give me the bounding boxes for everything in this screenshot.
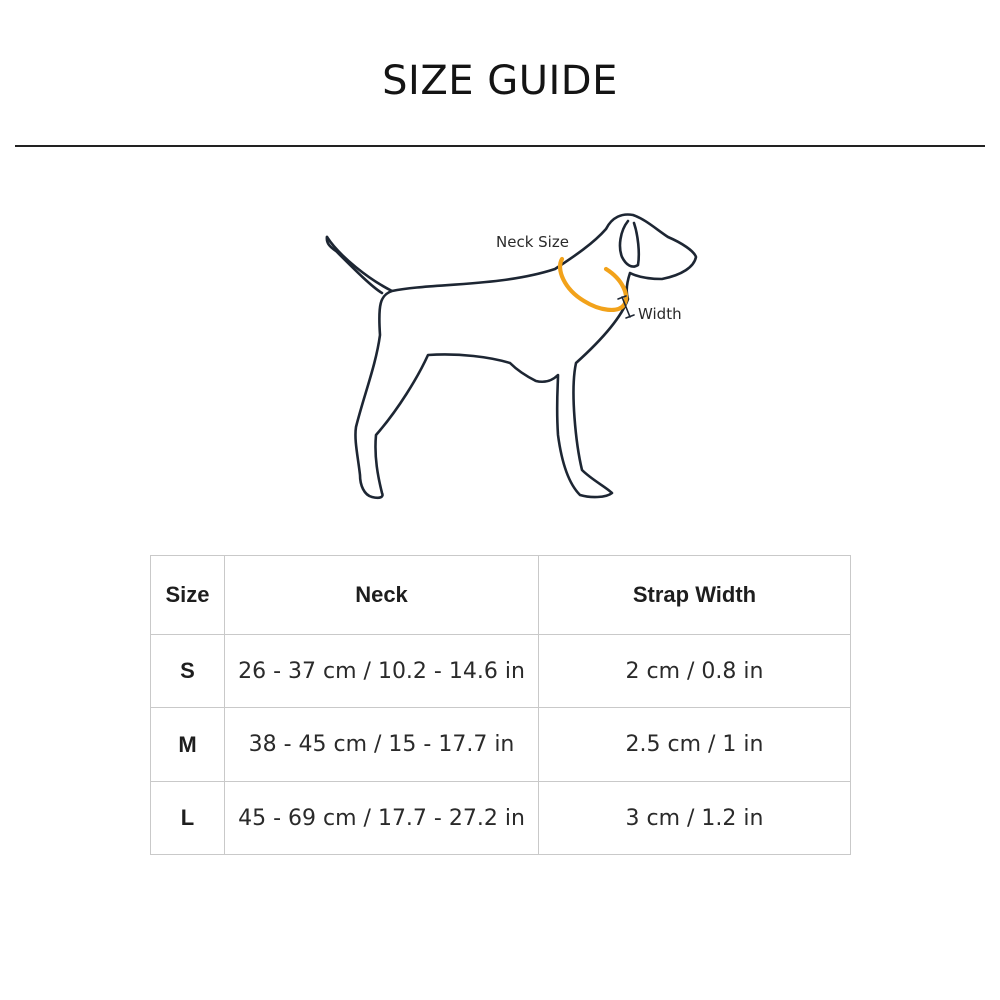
dog-ear <box>620 221 639 267</box>
size-table <box>150 555 851 855</box>
dog-diagram-svg <box>300 195 720 515</box>
title-divider <box>15 145 985 147</box>
neck-cell: 38 - 45 cm / 15 - 17.7 in <box>225 708 539 782</box>
table-row <box>151 635 851 708</box>
header-strap-width: Strap Width <box>539 556 851 635</box>
header-neck: Neck <box>225 556 539 635</box>
dog-outline <box>327 215 696 498</box>
neck-size-label: Neck Size <box>496 233 569 251</box>
neck-cell: 26 - 37 cm / 10.2 - 14.6 in <box>225 635 539 708</box>
table-row <box>151 708 851 782</box>
strap-width-cell: 2.5 cm / 1 in <box>539 708 851 782</box>
table-row <box>151 782 851 855</box>
dog-collar-diagram <box>300 195 720 515</box>
strap-width-cell: 2 cm / 0.8 in <box>539 635 851 708</box>
strap-width-cell: 3 cm / 1.2 in <box>539 782 851 855</box>
collar-ring <box>560 259 626 310</box>
table-header-row <box>151 556 851 635</box>
page-title: SIZE GUIDE <box>382 58 618 104</box>
size-cell: L <box>151 782 225 855</box>
size-cell: M <box>151 708 225 782</box>
header-size: Size <box>151 556 225 635</box>
size-cell: S <box>151 635 225 708</box>
width-label: Width <box>638 305 682 323</box>
neck-cell: 45 - 69 cm / 17.7 - 27.2 in <box>225 782 539 855</box>
